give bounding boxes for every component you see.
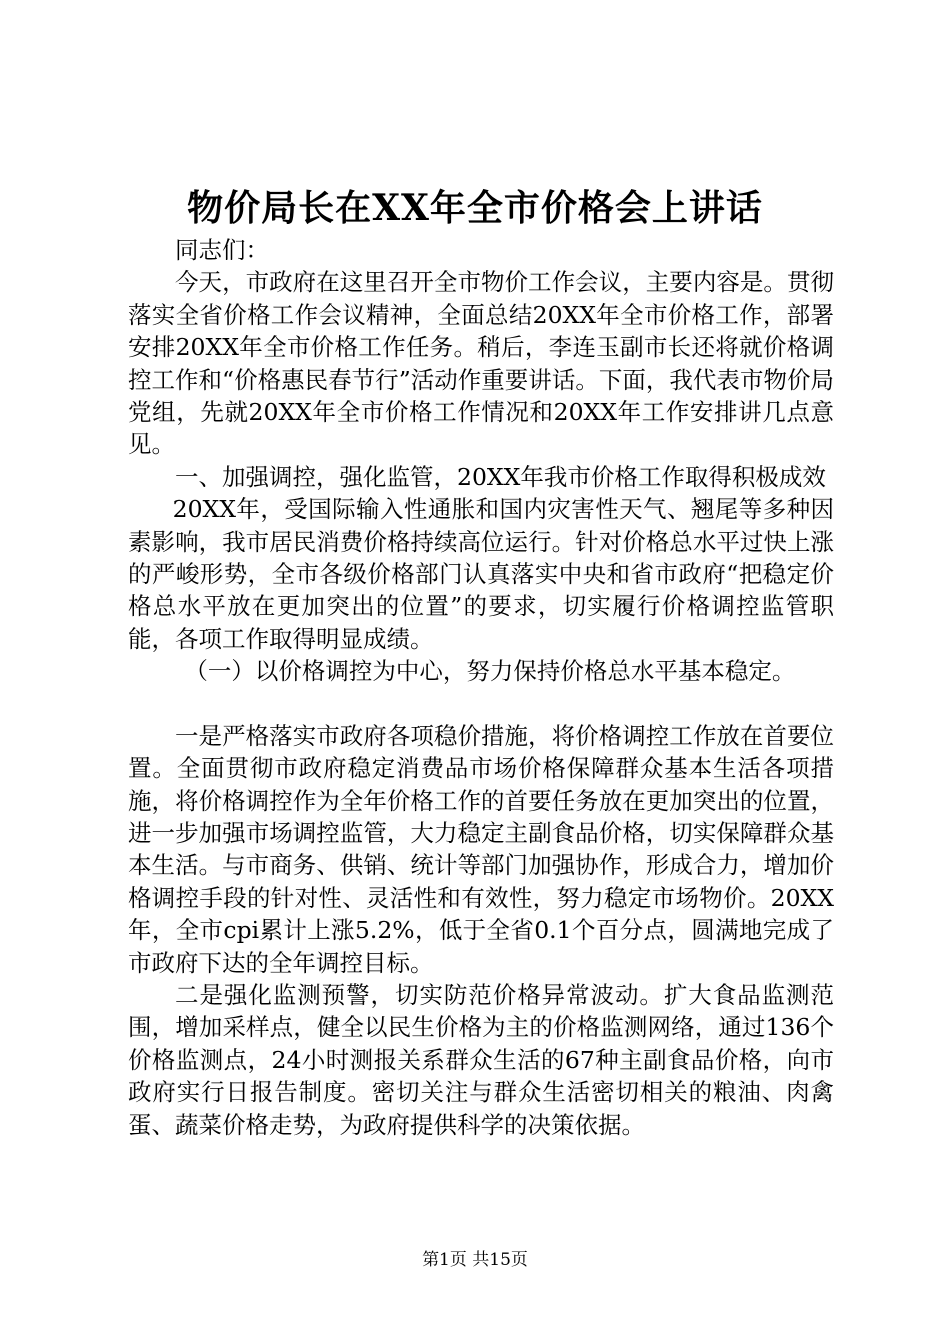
paragraph-intro: 今天，市政府在这里召开全市物价工作会议，主要内容是。贯彻落实全省价格工作会议精神，全面总结20XX年全市价格工作，部署安排20XX年全市价格工作任务。稍后，李连玉副市长还将就价格调控工作和“价格惠民春节行”活动作重要讲话。下面，我代表市物价局党组，先就20XX年全市价格工作情况和20XX年工作安排讲几点意见。	[128, 268, 834, 459]
page-footer: 第1页 共15页	[422, 1250, 528, 1270]
subsection-heading-1: （一）以价格调控为中心，努力保持价格总水平基本稳定。	[184, 657, 796, 686]
document-title: 物价局长在XX年全市价格会上讲话	[187, 187, 763, 229]
paragraph-point-1: 一是严格落实市政府各项稳价措施，将价格调控工作放在首要位置。全面贯彻市政府稳定消费品市场价格保障群众基本生活各项措施，将价格调控作为全年价格工作的首要任务放在更加突出的位置，进一步加强市场调控监管，大力稳定主副食品价格，切实保障群众基本生活。与市商务、供销、统计等部门加强协作，形成合力，增加价格调控手段的针对性、灵活性和有效性，努力稳定市场物价。20XX年，全市cpi累计上涨5.2%，低于全省0.1个百分点，圆满地完成了市政府下达的全年调控目标。	[128, 721, 834, 977]
paragraph-overview: 20XX年，受国际输入性通胀和国内灾害性天气、翘尾等多种因素影响，我市居民消费价格持续高位运行。针对价格总水平过快上涨的严峻形势，全市各级价格部门认真落实中央和省市政府“把稳定价格总水平放在更加突出的位置”的要求，切实履行价格调控监管职能，各项工作取得明显成绩。	[128, 495, 834, 653]
salutation: 同志们：	[175, 236, 269, 264]
paragraph-point-2: 二是强化监测预警，切实防范价格异常波动。扩大食品监测范围，增加采样点，健全以民生价格为主的价格监测网络，通过136个价格监测点，24小时测报关系群众生活的67种主副食品价格，向市政府实行日报告制度。密切关注与群众生活密切相关的粮油、肉禽蛋、蔬菜价格走势，为政府提供科学的决策依据。	[128, 980, 834, 1139]
document-body	[128, 234, 834, 1141]
section-heading-1: 一、加强调控，强化监管，20XX年我市价格工作取得积极成效	[175, 462, 826, 491]
